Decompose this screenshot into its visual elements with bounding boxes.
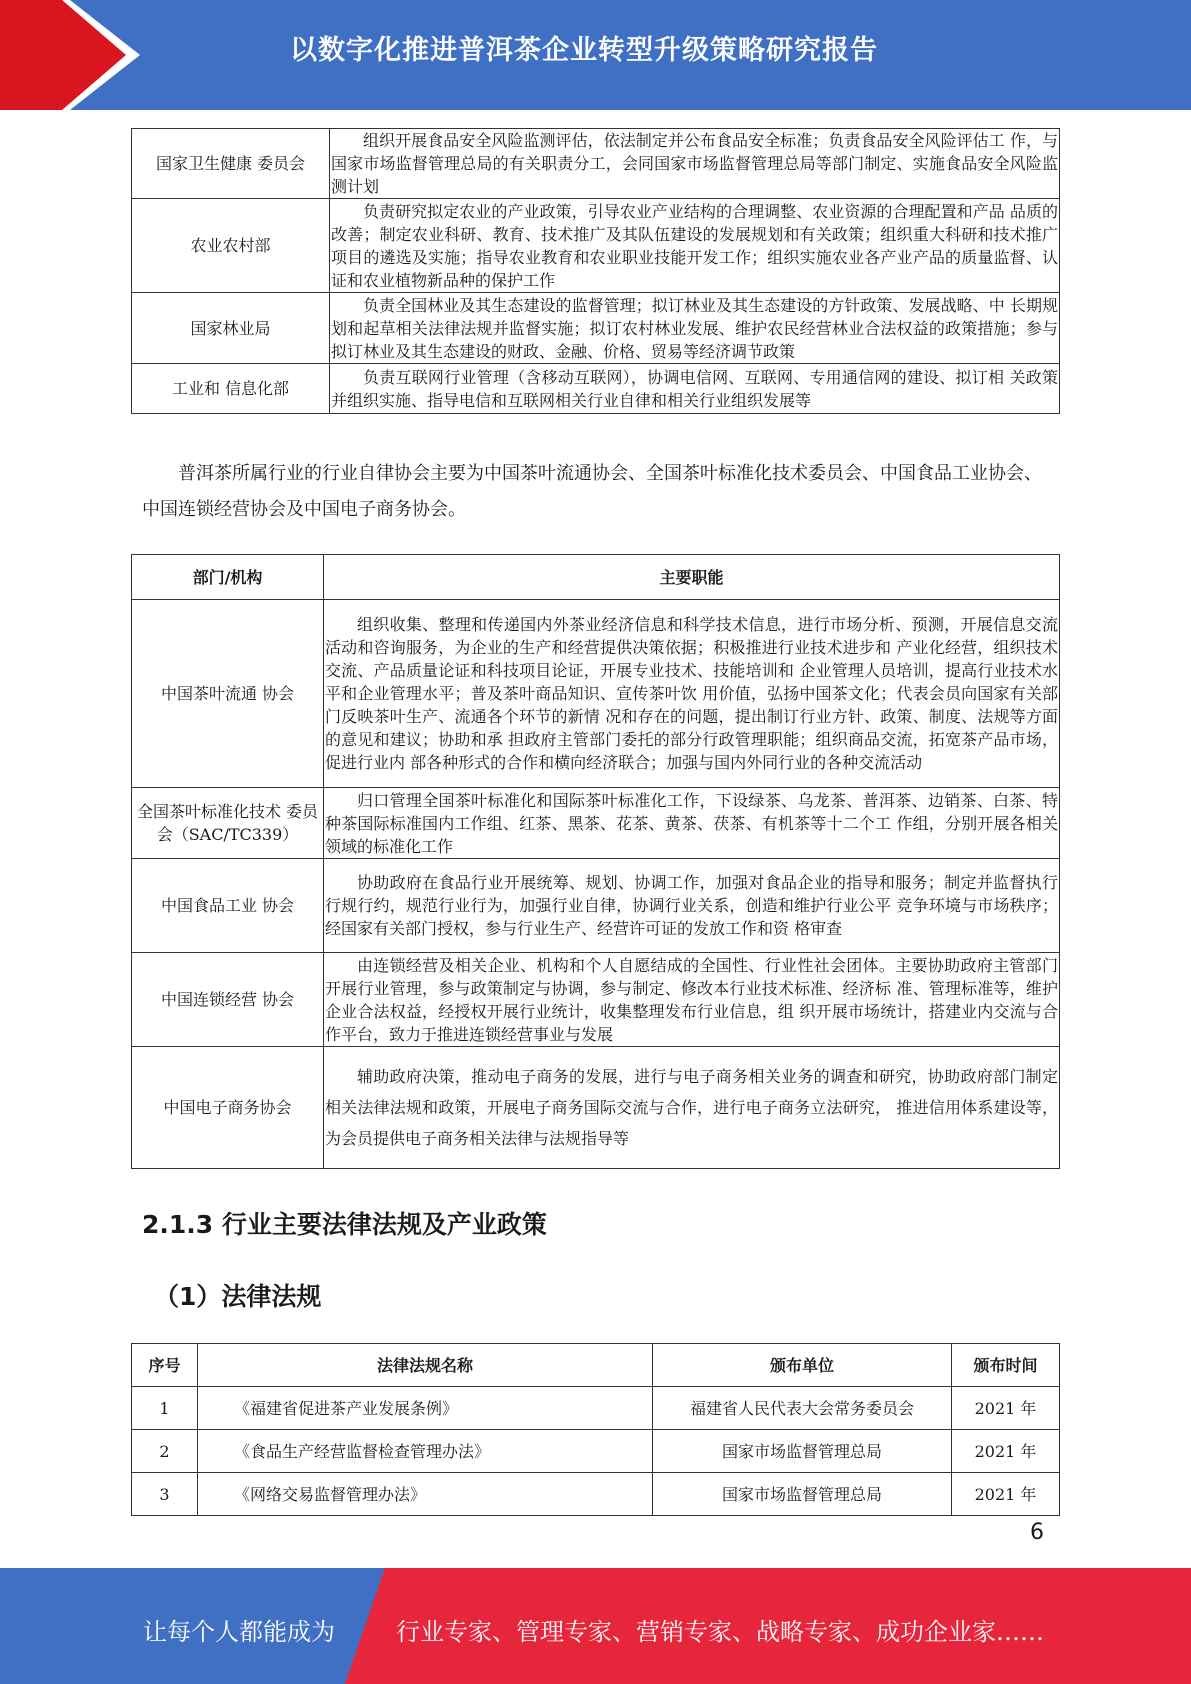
row-number: 2 xyxy=(132,1430,198,1473)
laws-regulations-table xyxy=(131,1343,1060,1516)
issue-year: 2021 年 xyxy=(952,1387,1060,1430)
law-name: 《网络交易监督管理办法》 xyxy=(198,1473,653,1516)
issue-year: 2021 年 xyxy=(952,1430,1060,1473)
table-row xyxy=(132,1387,1060,1430)
table-row xyxy=(132,953,1060,1047)
column-header: 主要职能 xyxy=(324,555,1060,600)
page-footer xyxy=(0,1568,1191,1684)
org-cell: 中国连锁经营 协会 xyxy=(132,953,324,1047)
table-header-row xyxy=(132,555,1060,600)
issuer: 国家市场监督管理总局 xyxy=(653,1430,952,1473)
dept-cell: 农业农村部 xyxy=(132,199,330,293)
page-header xyxy=(0,0,1191,110)
duty-cell: 由连锁经营及相关企业、机构和个人自愿结成的全国性、行业性社会团体。主要协助政府主管部门开展行业管理，参与政策制定与协调，参与制定、修改本行业技术标准、经济标 准、管理标准等，维护企业合法权益，经授权开展行业统计，收集整理发布行业信息，组 织开展市场统计，搭建业内交流与合作平台，致力于推进连锁经营事业与发展 xyxy=(324,953,1060,1047)
sub-heading: （1）法律法规 xyxy=(154,1282,322,1311)
org-cell: 中国茶叶流通 协会 xyxy=(132,600,324,788)
header-arrow-decoration xyxy=(0,0,200,110)
footer-slogan-left: 让每个人都能成为 xyxy=(143,1618,335,1646)
org-cell: 全国茶叶标准化技术 委员会（SAC/TC339） xyxy=(132,788,324,859)
dept-cell: 国家林业局 xyxy=(132,293,330,364)
law-name: 《食品生产经营监督检查管理办法》 xyxy=(198,1430,653,1473)
table-row xyxy=(132,129,1060,199)
table-row xyxy=(132,600,1060,788)
column-header: 部门/机构 xyxy=(132,555,324,600)
dept-cell: 国家卫生健康 委员会 xyxy=(132,129,330,199)
table-row xyxy=(132,1047,1060,1169)
table-row xyxy=(132,788,1060,859)
table-row xyxy=(132,1473,1060,1516)
industry-associations-table xyxy=(131,554,1060,1169)
duty-cell: 负责研究拟定农业的产业政策，引导农业产业结构的合理调整、农业资源的合理配置和产品 品质的改善；制定农业科研、教育、技术推广及其队伍建设的发展规划和有关政策；组织重大科研和技术推广项目的遴选及实施；指导农业教育和农业职业技能开发工作；组织实施农业各产业产品的质量监督、认证和农业植物新品种的保护工作 xyxy=(330,199,1060,293)
column-header: 颁布时间 xyxy=(952,1344,1060,1387)
row-number: 3 xyxy=(132,1473,198,1516)
duty-cell: 协助政府在食品行业开展统筹、规划、协调工作，加强对食品企业的指导和服务；制定并监督执行行规行约，规范行业行为，加强行业自律，协调行业关系，创造和维护行业公平 竞争环境与市场秩序；经国家有关部门授权，参与行业生产、经营许可证的发放工作和资 格审查 xyxy=(324,859,1060,953)
table-header-row xyxy=(132,1344,1060,1387)
row-number: 1 xyxy=(132,1387,198,1430)
law-name: 《福建省促进茶产业发展条例》 xyxy=(198,1387,653,1430)
issuer: 国家市场监督管理总局 xyxy=(653,1473,952,1516)
report-title: 以数字化推进普洱茶企业转型升级策略研究报告 xyxy=(290,35,878,66)
table-row xyxy=(132,199,1060,293)
org-cell: 中国食品工业 协会 xyxy=(132,859,324,953)
duty-cell: 辅助政府决策，推动电子商务的发展，进行与电子商务相关业务的调查和研究，协助政府部门制定相关法律法规和政策，开展电子商务国际交流与合作，进行电子商务立法研究， 推进信用体系建设等，为会员提供电子商务相关法律与法规指导等 xyxy=(324,1047,1060,1169)
table-row xyxy=(132,293,1060,364)
government-departments-table xyxy=(131,128,1060,414)
issue-year: 2021 年 xyxy=(952,1473,1060,1516)
page-number: 6 xyxy=(1030,1520,1044,1545)
section-heading: 2.1.3 行业主要法律法规及产业政策 xyxy=(142,1210,547,1239)
column-header: 颁布单位 xyxy=(653,1344,952,1387)
org-cell: 中国电子商务协会 xyxy=(132,1047,324,1169)
dept-cell: 工业和 信息化部 xyxy=(132,364,330,414)
duty-cell: 组织开展食品安全风险监测评估，依法制定并公布食品安全标准；负责食品安全风险评估工 作，与国家市场监督管理总局的有关职责分工，会同国家市场监督管理总局等部门制定、实施食品安全风险监测计划 xyxy=(330,129,1060,199)
duty-cell: 负责全国林业及其生态建设的监督管理；拟订林业及其生态建设的方针政策、发展战略、中 长期规划和起草相关法律法规并监督实施；拟订农村林业发展、维护农民经营林业合法权益的政策措施；参与拟订林业及其生态建设的财政、金融、价格、贸易等经济调节政策 xyxy=(330,293,1060,364)
table-row xyxy=(132,1430,1060,1473)
duty-cell: 负责互联网行业管理（含移动互联网），协调电信网、互联网、专用通信网的建设、拟订相 关政策并组织实施、指导电信和互联网相关行业自律和相关行业组织发展等 xyxy=(330,364,1060,414)
duty-cell: 归口管理全国茶叶标准化和国际茶叶标准化工作，下设绿茶、乌龙茶、普洱茶、边销茶、白茶、特种茶国际标准国内工作组、红茶、黑茶、花茶、黄茶、茯茶、有机茶等十二个工 作组，分别开展各相关领域的标准化工作 xyxy=(324,788,1060,859)
table-row xyxy=(132,364,1060,414)
column-header: 法律法规名称 xyxy=(198,1344,653,1387)
column-header: 序号 xyxy=(132,1344,198,1387)
duty-cell: 组织收集、整理和传递国内外茶业经济信息和科学技术信息，进行市场分析、预测，开展信息交流活动和咨询服务，为企业的生产和经营提供决策依据；积极推进行业技术进步和 产业化经营，组织技术交流、产品质量论证和科技项目论证，开展专业技术、技能培训和 企业管理人员培训，提高行业技术水平和企业管理水平；普及茶叶商品知识、宣传茶叶饮 用价值，弘扬中国茶文化；代表会员向国家有关部门反映茶叶生产、流通各个环节的新情 况和存在的问题，提出制订行业方针、政策、制度、法规等方面的意见和建议；协助和承 担政府主管部门委托的部分行政管理职能；组织商品交流，拓宽茶产品市场，促进行业内 部各种形式的合作和横向经济联合；加强与国内外同行业的各种交流活动 xyxy=(324,600,1060,788)
issuer: 福建省人民代表大会常务委员会 xyxy=(653,1387,952,1430)
body-paragraph: 普洱茶所属行业的行业自律协会主要为中国茶叶流通协会、全国茶叶标准化技术委员会、中国食品工业协会、中国连锁经营协会及中国电子商务协会。 xyxy=(142,463,1042,520)
footer-slogan-right: 行业专家、管理专家、营销专家、战略专家、成功企业家…… xyxy=(396,1618,1044,1646)
table-row xyxy=(132,859,1060,953)
